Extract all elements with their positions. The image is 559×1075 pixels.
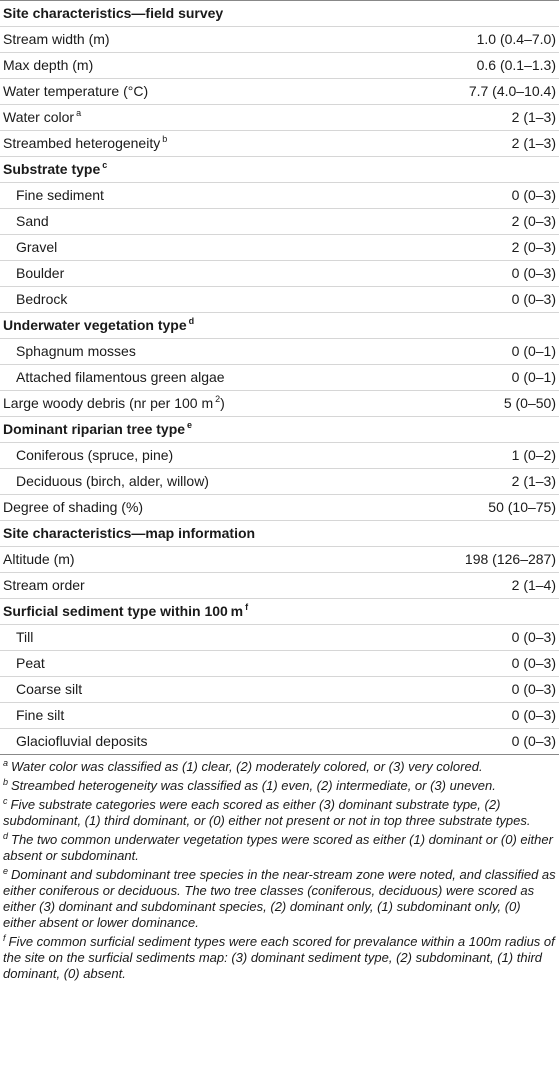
row-label-text: Large woody debris (nr per 100 m — [3, 395, 214, 411]
row-label — [0, 1, 400, 27]
table-row — [0, 131, 559, 157]
table-row — [0, 287, 559, 313]
row-label — [0, 573, 400, 599]
row-value — [400, 599, 559, 625]
table-row — [0, 443, 559, 469]
table-row — [0, 27, 559, 53]
row-label-text: Surficial sediment type within 100 m — [3, 603, 244, 619]
row-label — [0, 521, 400, 547]
row-label-text: Stream width (m) — [3, 31, 110, 47]
footnote-text: The two common underwater vegetation types were scored as either (1) dominant or (0) either absent or subdominant. — [3, 832, 553, 863]
footnote-text: Dominant and subdominant tree species in the near-stream zone were noted, and classified as either coniferous or deciduous. The two tree classes (coniferous, deciduous) were scored as either (3) dominant and subdominant species, (2) dominant only, (1) subdominant only, (0) either absent or lower dominance. — [3, 867, 556, 930]
footnote-mark: c — [3, 795, 8, 806]
row-label-text: Coniferous (spruce, pine) — [16, 447, 174, 463]
footnote-mark: e — [3, 865, 9, 876]
row-value: 0.6 (0.1–1.3) — [400, 53, 559, 79]
row-value — [400, 157, 559, 183]
row-value: 0 (0–3) — [400, 651, 559, 677]
table-row — [0, 391, 559, 417]
row-label — [0, 495, 400, 521]
row-label — [0, 53, 400, 79]
table-footnotes — [0, 755, 559, 982]
footnote-marker: a — [76, 108, 82, 119]
footnote-marker: c — [102, 160, 108, 171]
row-label — [0, 157, 400, 183]
row-label — [0, 131, 400, 157]
row-value: 2 (1–4) — [400, 573, 559, 599]
table-body — [0, 1, 559, 755]
row-label — [0, 391, 400, 417]
table-row — [0, 573, 559, 599]
table-row — [0, 495, 559, 521]
row-value: 0 (0–1) — [400, 365, 559, 391]
row-label-text: Deciduous (birch, alder, willow) — [16, 473, 209, 489]
table-row — [0, 105, 559, 131]
row-label-text: Altitude (m) — [3, 551, 75, 567]
row-label — [0, 469, 400, 495]
row-label — [0, 27, 400, 53]
row-label-text: Till — [16, 629, 34, 645]
table-row — [0, 209, 559, 235]
footnote-marker: d — [188, 316, 195, 327]
row-value: 0 (0–3) — [400, 287, 559, 313]
table-row — [0, 625, 559, 651]
row-label-text: Glaciofluvial deposits — [16, 733, 148, 749]
row-label — [0, 729, 400, 755]
table-row — [0, 365, 559, 391]
row-value: 0 (0–3) — [400, 729, 559, 755]
footnote-marker: f — [245, 602, 249, 613]
row-label-text: Site characteristics—field survey — [3, 5, 224, 21]
row-value: 2 (1–3) — [400, 105, 559, 131]
row-label-text: Fine sediment — [16, 187, 104, 203]
row-value: 2 (1–3) — [400, 131, 559, 157]
row-value — [400, 521, 559, 547]
row-label — [0, 599, 400, 625]
row-value — [400, 417, 559, 443]
row-label — [0, 183, 400, 209]
row-label-tail: ) — [220, 395, 225, 411]
row-label — [0, 287, 400, 313]
footnote-text: Five common surficial sediment types were each scored for prevalance within a 100m radius of the site on the surficial sediments map: (3) dominant sediment type, (2) subdominant, (1) third dominant, (0) absent. — [3, 934, 555, 981]
row-value — [400, 313, 559, 339]
table-row — [0, 729, 559, 755]
row-label — [0, 209, 400, 235]
footnote-text: Streambed heterogeneity was classified as (1) even, (2) intermediate, or (3) uneven. — [11, 778, 496, 793]
row-label-text: Sphagnum mosses — [16, 343, 136, 359]
row-value: 0 (0–3) — [400, 677, 559, 703]
row-label-text: Substrate type — [3, 161, 101, 177]
row-label — [0, 79, 400, 105]
row-value: 5 (0–50) — [400, 391, 559, 417]
row-label-text: Attached filamentous green algae — [16, 369, 225, 385]
footnote-marker: e — [187, 420, 193, 431]
section-header-row — [0, 313, 559, 339]
row-value: 1 (0–2) — [400, 443, 559, 469]
row-value: 2 (0–3) — [400, 235, 559, 261]
row-value: 0 (0–3) — [400, 703, 559, 729]
row-value — [400, 1, 559, 27]
row-value: 1.0 (0.4–7.0) — [400, 27, 559, 53]
row-label-text: Underwater vegetation type — [3, 317, 187, 333]
row-label-text: Max depth (m) — [3, 57, 94, 73]
row-label-text: Dominant riparian tree type — [3, 421, 186, 437]
row-label — [0, 547, 400, 573]
row-label-text: Coarse silt — [16, 681, 83, 697]
table-row — [0, 469, 559, 495]
section-header-row — [0, 157, 559, 183]
site-characteristics-table — [0, 1, 559, 755]
section-header-row — [0, 1, 559, 27]
section-header-row — [0, 599, 559, 625]
footnote-mark: f — [3, 932, 6, 943]
table-row — [0, 261, 559, 287]
table-row — [0, 79, 559, 105]
row-label — [0, 625, 400, 651]
row-value: 198 (126–287) — [400, 547, 559, 573]
row-value: 2 (1–3) — [400, 469, 559, 495]
footnote — [3, 867, 556, 931]
footnote-text: Water color was classified as (1) clear, (2) moderately colored, or (3) very colored. — [11, 759, 483, 774]
row-label-text: Bedrock — [16, 291, 68, 307]
row-label — [0, 677, 400, 703]
table-row — [0, 183, 559, 209]
table-row — [0, 703, 559, 729]
footnote — [3, 832, 556, 864]
table-row — [0, 53, 559, 79]
section-header-row — [0, 521, 559, 547]
footnote — [3, 759, 556, 775]
row-label — [0, 105, 400, 131]
footnote-mark: a — [3, 757, 9, 768]
row-value: 0 (0–3) — [400, 183, 559, 209]
row-label-text: Degree of shading (%) — [3, 499, 144, 515]
row-label — [0, 339, 400, 365]
row-label-text: Water temperature (°C) — [3, 83, 149, 99]
footnote-marker: 2 — [215, 394, 221, 405]
row-label-text: Stream order — [3, 577, 85, 593]
row-label-text: Streambed heterogeneity — [3, 135, 161, 151]
footnote — [3, 797, 556, 829]
footnote-marker: b — [162, 134, 168, 145]
table-row — [0, 339, 559, 365]
row-label — [0, 417, 400, 443]
row-value: 50 (10–75) — [400, 495, 559, 521]
row-label-text: Water color — [3, 109, 75, 125]
row-value: 0 (0–3) — [400, 261, 559, 287]
row-label — [0, 443, 400, 469]
row-label-text: Fine silt — [16, 707, 65, 723]
row-value: 0 (0–1) — [400, 339, 559, 365]
table-row — [0, 547, 559, 573]
row-label — [0, 365, 400, 391]
table-row — [0, 235, 559, 261]
footnote-mark: b — [3, 776, 9, 787]
section-header-row — [0, 417, 559, 443]
row-value: 7.7 (4.0–10.4) — [400, 79, 559, 105]
row-label-text: Sand — [16, 213, 49, 229]
row-value: 2 (0–3) — [400, 209, 559, 235]
row-label-text: Gravel — [16, 239, 58, 255]
row-label — [0, 651, 400, 677]
row-label — [0, 235, 400, 261]
row-label-text: Peat — [16, 655, 45, 671]
footnote — [3, 934, 556, 982]
row-label-text: Boulder — [16, 265, 65, 281]
row-label — [0, 703, 400, 729]
table-row — [0, 651, 559, 677]
footnote-text: Five substrate categories were each scored as either (3) dominant substrate type, (2) subdominant, (1) third dominant, or (0) either not present or not in top three substrate types. — [3, 797, 531, 828]
row-label — [0, 261, 400, 287]
table-row — [0, 677, 559, 703]
row-value: 0 (0–3) — [400, 625, 559, 651]
footnote-mark: d — [3, 830, 9, 841]
row-label — [0, 313, 400, 339]
row-label-text: Site characteristics—map information — [3, 525, 256, 541]
footnote — [3, 778, 556, 794]
